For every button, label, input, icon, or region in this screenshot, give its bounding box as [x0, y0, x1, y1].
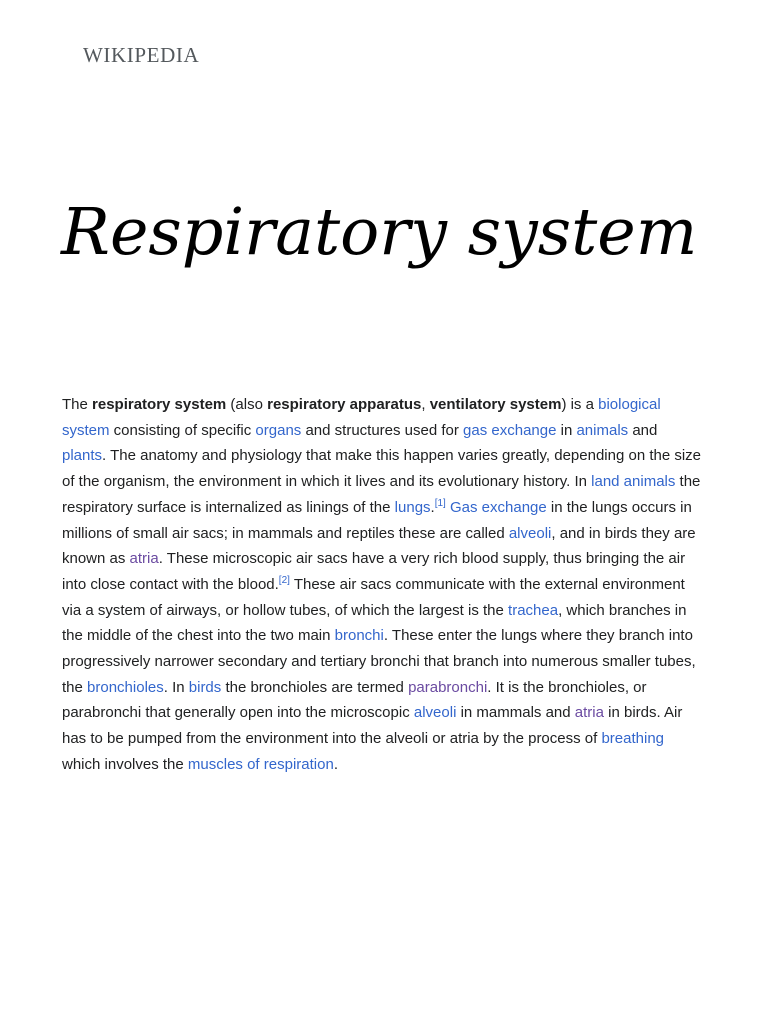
link-gas-exchange[interactable]: gas exchange [463, 421, 557, 439]
bold-term: respiratory system [92, 396, 227, 413]
link-land-animals[interactable]: land animals [591, 473, 676, 491]
intro-text: the bronchioles are termed [221, 678, 409, 696]
link-atria-2[interactable]: atria [574, 704, 604, 722]
link-gas-exchange-2[interactable]: Gas exchange [450, 498, 547, 516]
link-atria[interactable]: atria [129, 550, 159, 568]
intro-text: in the lungs occurs in millions of small air sacs; in mammals and reptiles these are called [62, 498, 692, 542]
bold-term: respiratory apparatus [267, 396, 422, 413]
intro-text: in birds. Air has to be pumped from the environment into the alveoli or atria by the process of [62, 704, 683, 748]
link-bronchioles[interactable]: bronchioles [87, 678, 164, 696]
intro-text: (also [226, 396, 268, 413]
link-organs[interactable]: organs [255, 421, 302, 439]
wikipedia-wordmark-logo[interactable]: WIKIPEDIA [83, 43, 200, 67]
link-lungs[interactable]: lungs [394, 498, 431, 516]
article-intro-paragraph [62, 392, 702, 778]
link-birds[interactable]: birds [188, 678, 222, 696]
intro-text: . [430, 498, 435, 516]
link-parabronchi[interactable]: parabronchi [408, 678, 488, 696]
intro-text: . These enter the lungs where they branch into progressively narrower secondary and tertiary bronchi that branch into numerous smaller tubes, the [62, 627, 696, 696]
intro-text: These air sacs communicate with the external environment via a system of airways, or hollow tubes, of which the largest is the [62, 575, 685, 619]
link-trachea[interactable]: trachea [508, 601, 559, 619]
intro-text: the respiratory surface is internalized as linings of the [62, 473, 701, 516]
reference-link-1[interactable]: [1] [434, 497, 446, 509]
bold-term: ventilatory system [429, 396, 562, 413]
intro-text: . It is the bronchioles, or parabronchi that generally open into the microscopic [62, 678, 647, 722]
link-plants[interactable]: plants [62, 447, 103, 465]
intro-text: ) is a [561, 396, 599, 413]
intro-text: , and in birds they are known as [62, 524, 696, 568]
intro-text: in [556, 421, 577, 439]
link-alveoli-2[interactable]: alveoli [413, 704, 457, 722]
intro-text: . [333, 755, 338, 773]
intro-text: in mammals and [456, 704, 575, 722]
intro-text: , [421, 396, 430, 413]
intro-text: which involves the [62, 755, 188, 773]
intro-text: , which branches in the middle of the chest into the two main [62, 601, 687, 645]
intro-text: . The anatomy and physiology that make this happen varies greatly, depending on the size of the organism, the environment in which it lives and its evolutionary history. In [62, 447, 702, 491]
page-title: Respiratory system [61, 195, 698, 270]
link-animals[interactable]: animals [576, 421, 629, 439]
link-bronchi[interactable]: bronchi [334, 627, 384, 645]
link-breathing[interactable]: breathing [601, 730, 665, 748]
intro-text: . These microscopic air sacs have a very rich blood supply, thus bringing the air into close contact with the blood. [62, 550, 686, 593]
intro-text: and [628, 421, 658, 439]
intro-text: and structures used for [301, 421, 464, 439]
link-alveoli[interactable]: alveoli [508, 524, 552, 542]
intro-text: . In [163, 678, 189, 696]
intro-text: consisting of specific [109, 421, 256, 439]
link-biological-system[interactable]: biological system [62, 396, 661, 439]
link-muscles-of-respiration[interactable]: muscles of respiration [187, 755, 334, 773]
reference-link-2[interactable]: [2] [278, 574, 290, 586]
intro-text: The [62, 396, 93, 413]
